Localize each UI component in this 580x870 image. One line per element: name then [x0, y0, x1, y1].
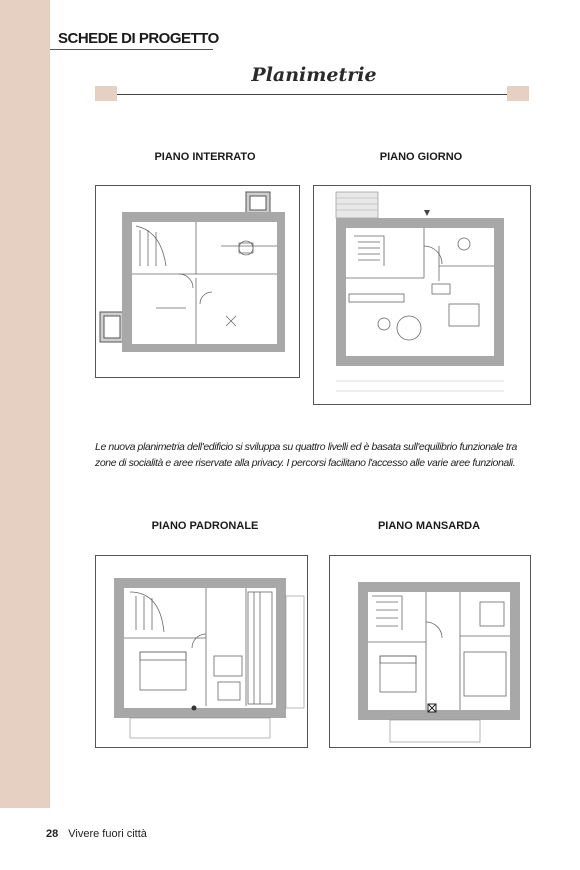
plan-label-padronale: PIANO PADRONALE [151, 520, 259, 532]
plan-label-mansarda: PIANO MANSARDA [377, 520, 481, 532]
caption-text: Le nuova planimetria dell'edificio si sviluppa su quattro livelli ed è basata sull'equilibrio funzionale tra zone di socialità e aree riservate alla privacy. I percorsi facilitano l'accesso alle varie aree funzionali. [95, 441, 517, 469]
decorative-side-strip [0, 0, 50, 808]
page-number: 28 [46, 828, 59, 840]
page-footer [46, 828, 147, 840]
publication-name: Vivere fuori città [68, 828, 147, 840]
floorplan-giorno [313, 185, 531, 405]
title-ornament-left [95, 86, 117, 101]
section-rule [50, 49, 213, 50]
title-rule [117, 94, 507, 95]
floorplan-mansarda [329, 555, 531, 748]
plan-label-giorno: PIANO GIORNO [379, 151, 463, 163]
plan-label-interrato: PIANO INTERRATO [154, 151, 256, 163]
floorplan-padronale [95, 555, 308, 748]
title-ornament-right [507, 86, 529, 101]
section-label: SCHEDE DI PROGETTO [58, 30, 219, 47]
page-title: Planimetrie [251, 64, 377, 86]
floorplan-interrato [95, 185, 300, 378]
